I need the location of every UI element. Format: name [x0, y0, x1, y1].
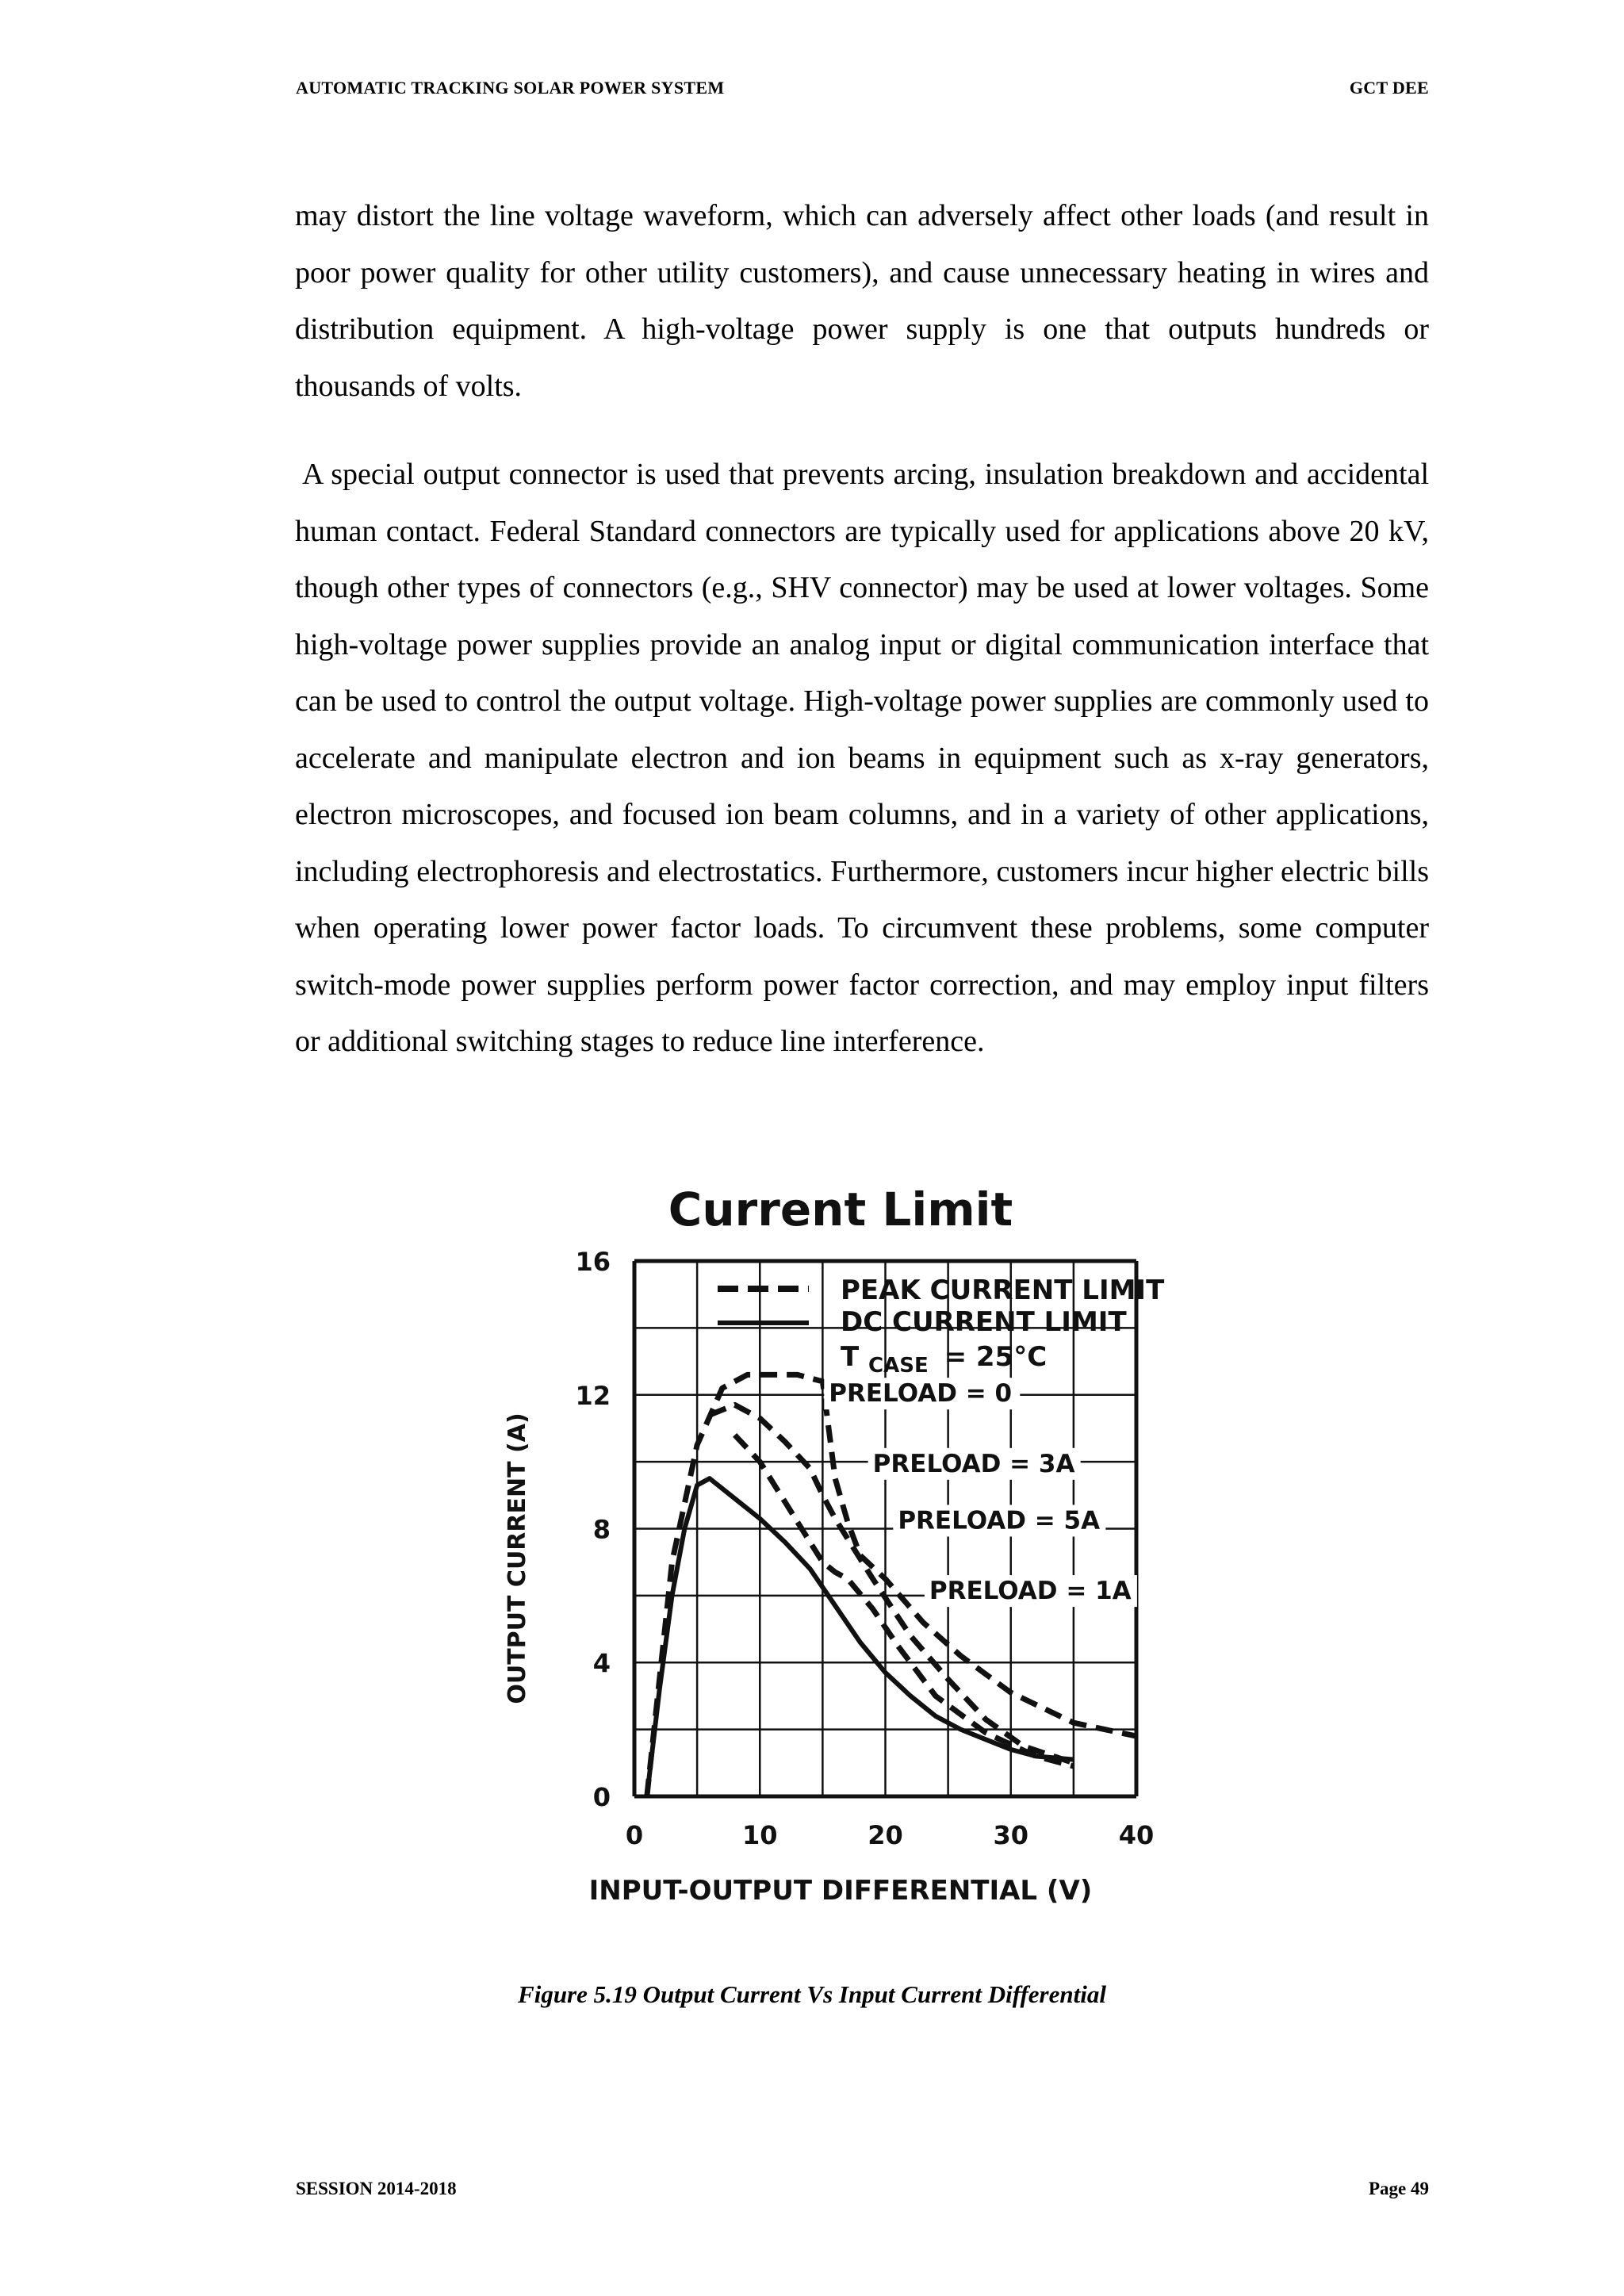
footer-page-number: Page 49 [1368, 2179, 1429, 2198]
header-title: AUTOMATIC TRACKING SOLAR POWER SYSTEM [296, 78, 725, 98]
legend-condition [841, 1341, 1047, 1379]
x-tick-label: 20 [868, 1820, 903, 1850]
annotation-preload-0: PRELOAD = 0 [829, 1379, 1013, 1409]
paragraph-1: may distort the line voltage waveform, which can adversely affect other loads (and result in poor power quality for other utility customers), and cause unnecessary heating in wires and distribution equipment. A high-voltage power supply is one that outputs hundreds or thousands of volts. [295, 199, 1429, 403]
annotation-preload-2: PRELOAD = 5A [898, 1506, 1101, 1535]
annotation-preload-1: PRELOAD = 3A [872, 1449, 1075, 1478]
x-tick-label: 40 [1118, 1820, 1155, 1850]
y-tick-labels [575, 1247, 611, 1812]
x-tick-label: 30 [993, 1820, 1029, 1850]
legend-peak-label: PEAK CURRENT LIMIT [841, 1274, 1165, 1306]
y-tick-label: 0 [592, 1782, 611, 1812]
current-limit-figure [492, 1158, 1189, 1967]
x-axis-label: INPUT-OUTPUT DIFFERENTIAL (V) [588, 1875, 1093, 1907]
footer-session: SESSION 2014-2018 [296, 2179, 457, 2198]
y-axis-label: OUTPUT CURRENT (A) [504, 1412, 531, 1704]
chart-title: Current Limit [668, 1182, 1013, 1236]
y-tick-label: 8 [592, 1514, 611, 1545]
figure-caption: Figure 5.19 Output Current Vs Input Current Differential [518, 1980, 1106, 2008]
y-tick-label: 12 [575, 1380, 611, 1411]
x-tick-label: 0 [625, 1820, 644, 1850]
y-tick-label: 16 [575, 1247, 611, 1277]
x-tick-labels [626, 1820, 1154, 1850]
chart-legend [718, 1274, 1165, 1379]
x-tick-label: 10 [741, 1820, 778, 1850]
condition-value: = 25°C [944, 1341, 1048, 1373]
paragraph-2: A special output connector is used that prevents arcing, insulation breakdown and accidental human contact. Federal Standard connectors are typically used for applications above 20 kV, though other types of connectors (e.g., SHV connector) may be used at lower voltages. Some high-voltage power supplies provide an analog input or digital communication interface that can be used to control the output voltage. High-voltage power supplies are commonly used to accelerate and manipulate electron and ion beams in equipment such as x-ray generators, electron microscopes, and focused ion beam columns, and in a variety of other applications, including electrophoresis and electrostatics. Furthermore, customers incur higher electric bills when operating lower power factor loads. To circumvent these problems, some computer switch-mode power supplies perform power factor correction, and may employ input filters or additional switching stages to reduce line interference. [295, 458, 1429, 1058]
annotation-preload-3: PRELOAD = 1A [929, 1577, 1132, 1606]
legend-dc-label: DC CURRENT LIMIT [841, 1306, 1127, 1338]
y-tick-label: 4 [592, 1648, 611, 1679]
current-limit-chart [492, 1158, 1189, 1967]
condition-subscript: CASE [868, 1354, 929, 1378]
condition-symbol: T [841, 1341, 860, 1373]
header-department: GCT DEE [1349, 78, 1429, 98]
